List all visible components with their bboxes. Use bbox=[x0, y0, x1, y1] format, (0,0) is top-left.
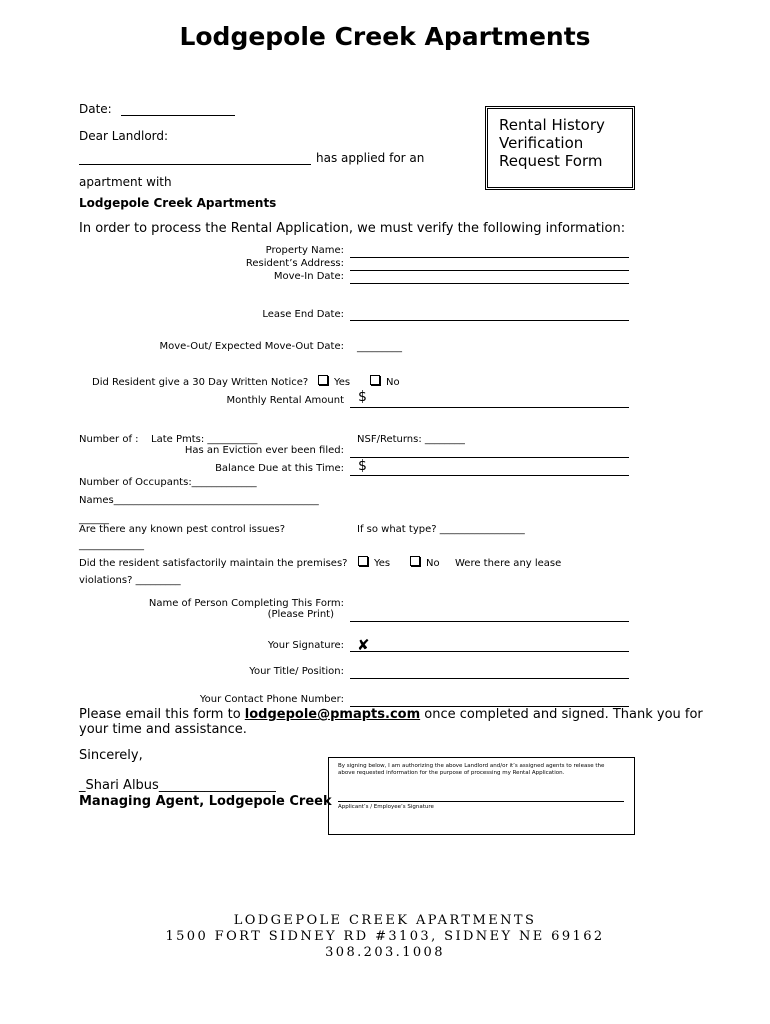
email-link[interactable]: lodgepole@pmapts.com bbox=[244, 707, 421, 722]
email-post: once completed and signed. Thank you for bbox=[424, 707, 703, 722]
email-pre: Please email this form to bbox=[79, 707, 241, 722]
yes-label: Yes bbox=[334, 377, 351, 388]
property-name-label: Property Name: bbox=[265, 245, 344, 256]
apartment-with-text: apartment with bbox=[79, 175, 172, 189]
move-in-label: Move-In Date: bbox=[273, 271, 344, 282]
signer-title: Managing Agent, Lodgepole Creek bbox=[79, 794, 332, 809]
eviction-field[interactable] bbox=[350, 457, 629, 458]
form-box-line3: Request Form bbox=[499, 152, 603, 170]
date-field[interactable] bbox=[121, 115, 235, 116]
eviction-label: Has an Eviction ever been filed: bbox=[184, 445, 344, 456]
please-print-label: (Please Print) bbox=[267, 609, 334, 620]
form-box-line1: Rental History bbox=[499, 116, 605, 134]
checkbox-icon[interactable] bbox=[410, 556, 420, 566]
notice-yes-option[interactable] bbox=[318, 375, 350, 388]
footer-address: 1500 FORT SIDNEY RD #3103, SIDNEY NE 69162 bbox=[165, 929, 605, 944]
signer-name: _Shari Albus__________________ bbox=[79, 778, 276, 793]
footer-company: LODGEPOLE CREEK APARTMENTS bbox=[233, 913, 537, 928]
violations-field[interactable]: violations? _________ bbox=[79, 575, 181, 586]
lease-end-label: Lease End Date: bbox=[262, 309, 344, 320]
no-label: No bbox=[426, 558, 440, 569]
person-completing-label: Name of Person Completing This Form: bbox=[148, 598, 344, 609]
names-field[interactable]: Names_________________________________________ bbox=[79, 495, 319, 506]
move-in-field[interactable] bbox=[350, 283, 629, 284]
names-continued[interactable]: ______ bbox=[79, 514, 109, 525]
balance-due-label: Balance Due at this Time: bbox=[215, 463, 344, 474]
your-signature-label: Your Signature: bbox=[267, 640, 344, 651]
signature-mark-icon: ✘ bbox=[357, 636, 370, 654]
applicant-name-field[interactable] bbox=[79, 164, 311, 165]
resident-address-field[interactable] bbox=[350, 270, 629, 271]
dear-landlord: Dear Landlord: bbox=[79, 129, 169, 143]
email-instruction bbox=[79, 707, 703, 722]
late-payments-field[interactable]: Late Pmts: __________ bbox=[151, 434, 258, 445]
resident-address-label: Resident’s Address: bbox=[245, 258, 344, 269]
nsf-returns-field[interactable]: NSF/Returns: ________ bbox=[357, 434, 465, 445]
your-title-field[interactable] bbox=[350, 678, 629, 679]
yes-label: Yes bbox=[374, 558, 391, 569]
pest-continued[interactable]: _____________ bbox=[79, 540, 144, 551]
move-out-label: Move-Out/ Expected Move-Out Date: bbox=[159, 341, 344, 352]
form-title-box bbox=[485, 106, 635, 190]
pest-label: Are there any known pest control issues? bbox=[79, 524, 286, 535]
number-of-label: Number of : bbox=[79, 434, 139, 445]
notice-no-option[interactable] bbox=[370, 375, 400, 388]
maintain-no-option[interactable] bbox=[410, 556, 440, 569]
sincerely: Sincerely, bbox=[79, 748, 143, 763]
checkbox-icon[interactable] bbox=[358, 556, 368, 566]
email-instruction-line2: your time and assistance. bbox=[79, 722, 247, 737]
occupants-field[interactable]: Number of Occupants:_____________ bbox=[79, 477, 257, 488]
checkbox-icon[interactable] bbox=[318, 375, 328, 385]
monthly-rent-field[interactable] bbox=[350, 407, 629, 408]
date-label: Date: bbox=[79, 102, 112, 116]
applicant-signature-field[interactable] bbox=[338, 801, 624, 802]
page-title: Lodgepole Creek Apartments bbox=[179, 22, 591, 51]
contact-phone-label: Your Contact Phone Number: bbox=[199, 694, 344, 705]
company-name: Lodgepole Creek Apartments bbox=[79, 196, 277, 210]
process-text: In order to process the Rental Application, we must verify the following information: bbox=[79, 221, 626, 236]
balance-due-field[interactable] bbox=[350, 475, 629, 476]
lease-end-field[interactable] bbox=[350, 320, 629, 321]
no-label: No bbox=[386, 377, 400, 388]
dollar-sign: $ bbox=[358, 458, 367, 474]
pest-type-field[interactable]: If so what type? _________________ bbox=[357, 524, 525, 535]
checkbox-icon[interactable] bbox=[370, 375, 380, 385]
authorization-box bbox=[328, 757, 635, 835]
lease-violations-label: Were there any lease bbox=[455, 558, 562, 569]
footer-phone: 308.203.1008 bbox=[325, 945, 445, 960]
your-signature-field[interactable] bbox=[350, 651, 629, 652]
move-out-field[interactable]: _________ bbox=[357, 342, 402, 353]
notice-label: Did Resident give a 30 Day Written Notice? bbox=[92, 377, 309, 388]
form-box-line2: Verification bbox=[499, 134, 584, 152]
maintain-label: Did the resident satisfactorily maintain the premises? bbox=[79, 558, 348, 569]
person-completing-field[interactable] bbox=[350, 621, 629, 622]
dollar-sign: $ bbox=[358, 389, 367, 405]
monthly-rent-label: Monthly Rental Amount bbox=[226, 395, 344, 406]
property-name-field[interactable] bbox=[350, 257, 629, 258]
authorization-text: By signing below, I am authorizing the above Landlord and/or it’s assigned agents to release the above requested information for the purpose of processing my Rental Application. bbox=[338, 763, 605, 776]
maintain-yes-option[interactable] bbox=[358, 556, 390, 569]
applicant-signature-label: Applicant’s / Employee’s Signature bbox=[338, 804, 434, 810]
applied-text: has applied for an bbox=[316, 151, 425, 165]
your-title-label: Your Title/ Position: bbox=[249, 666, 344, 677]
